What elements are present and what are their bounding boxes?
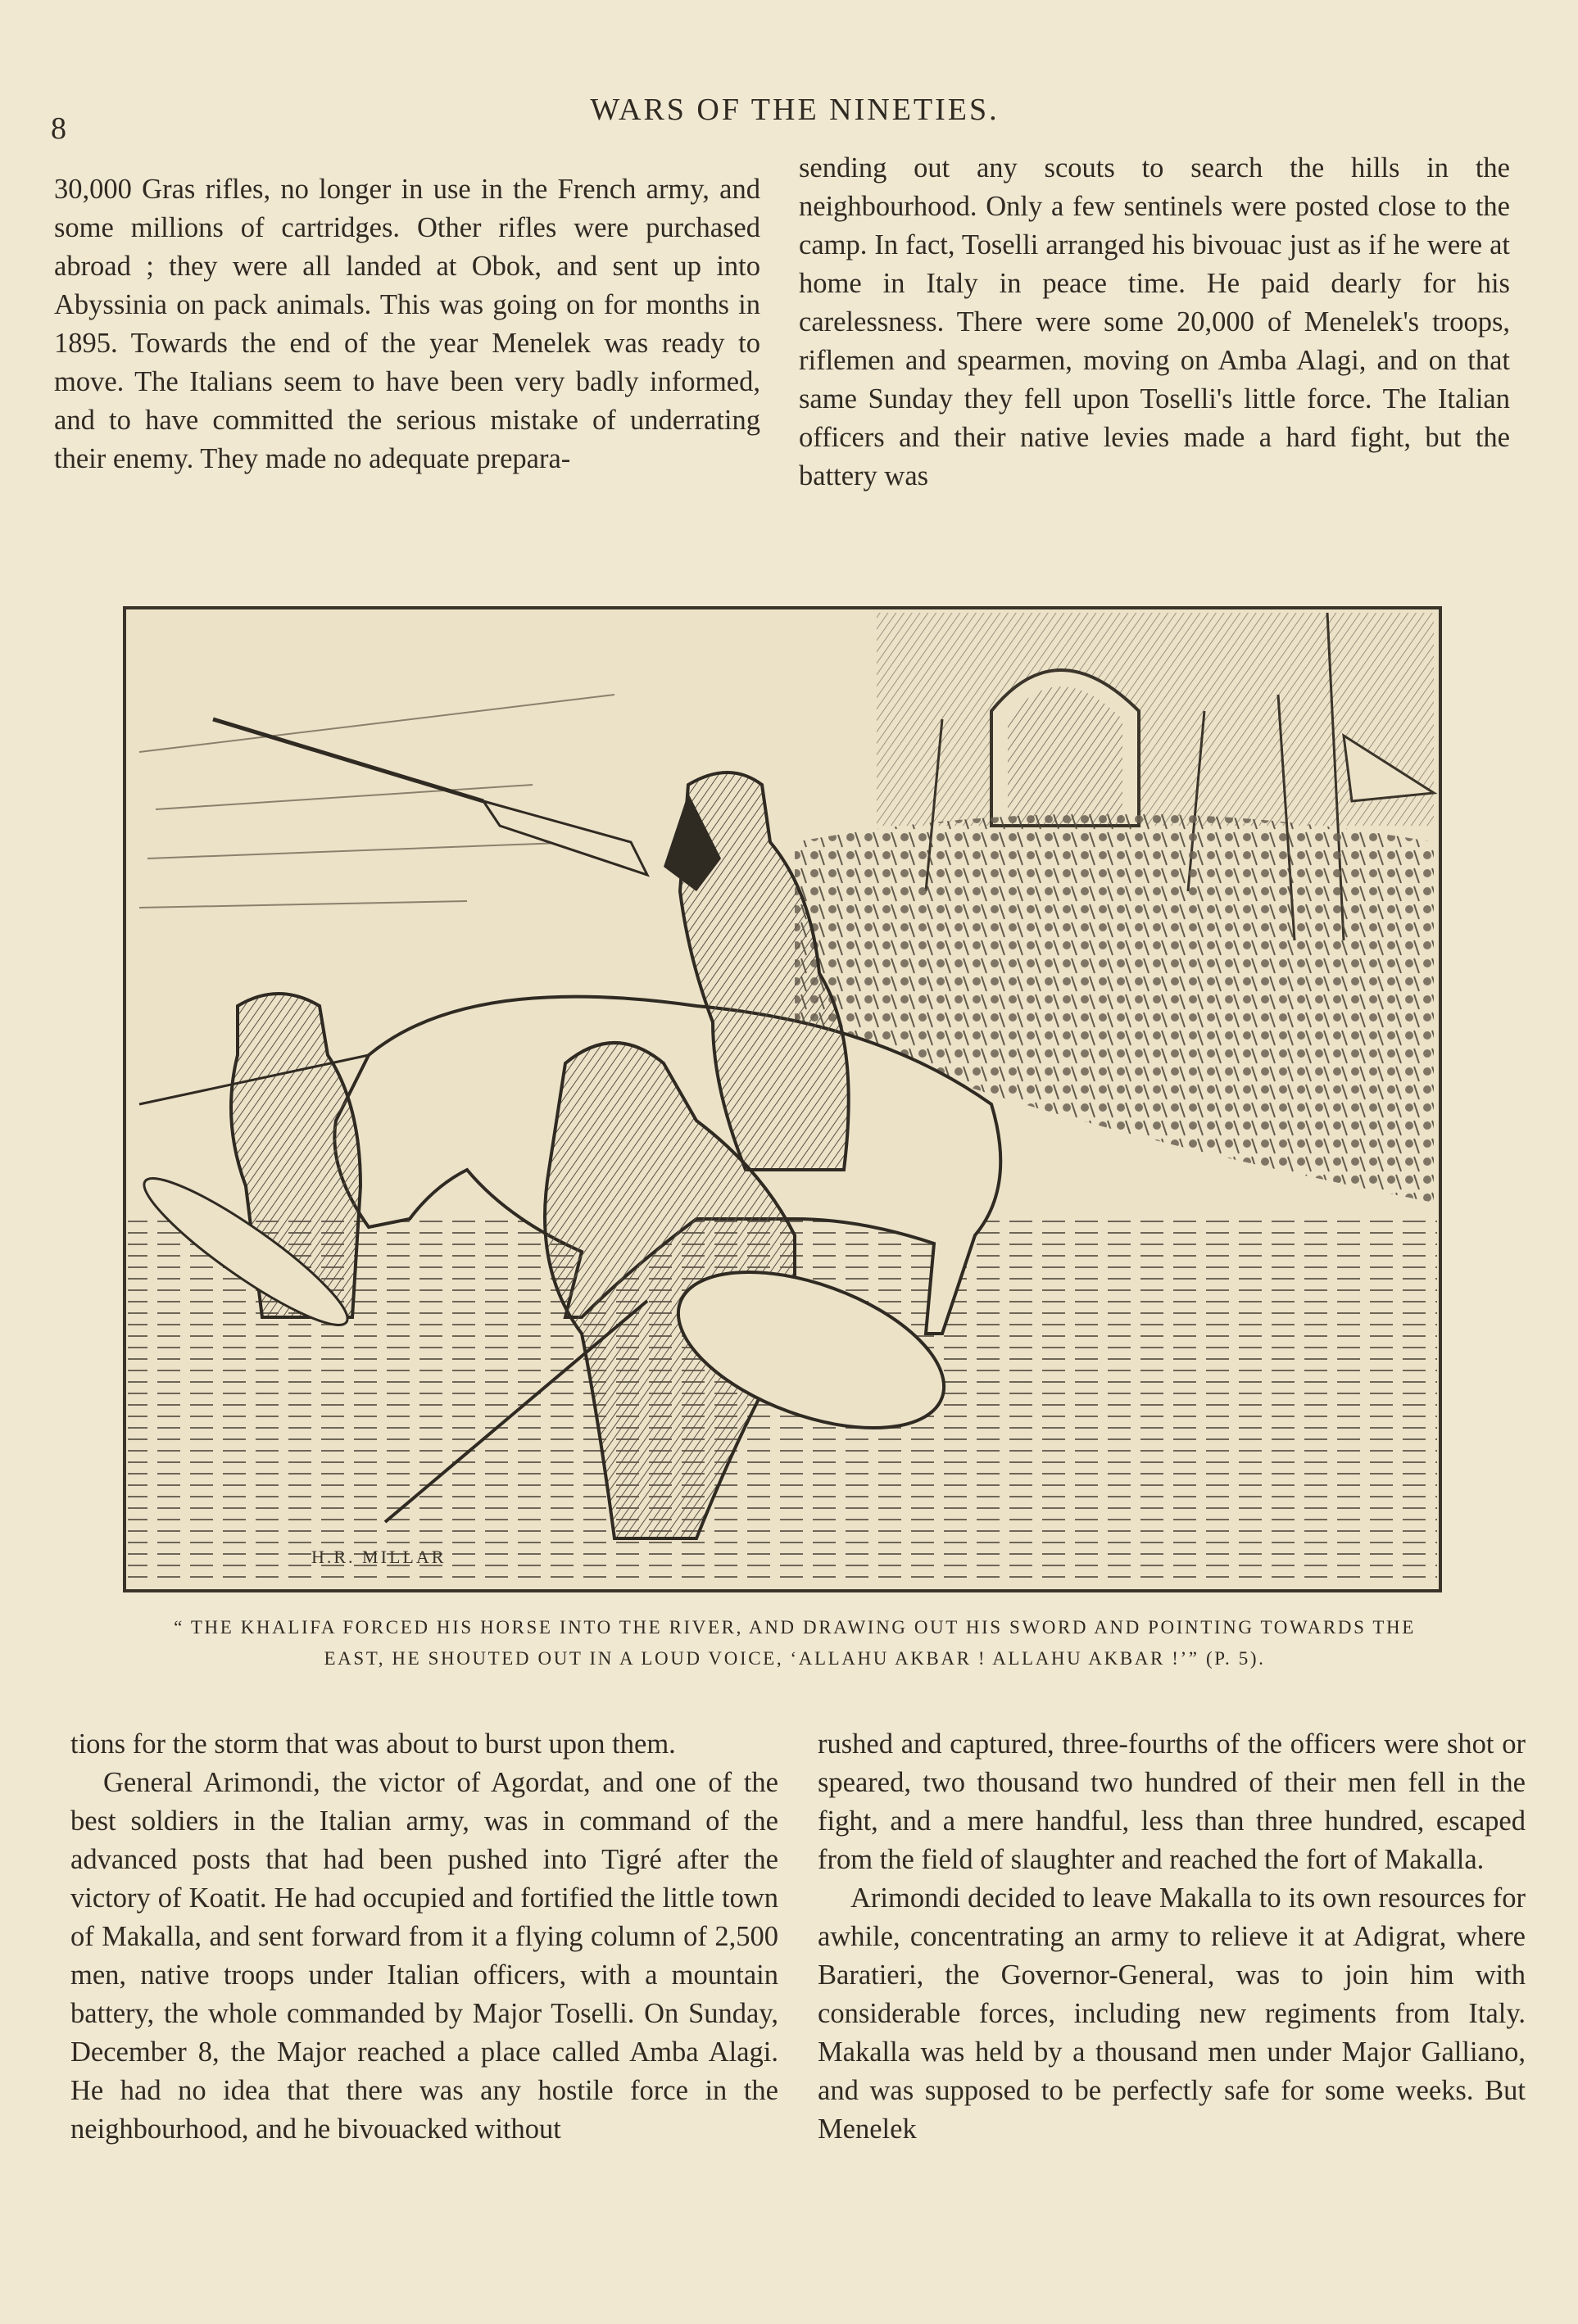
paragraph: rushed and captured, three-fourths of the officers were shot or speared, two thousand two hundred of their men fell in the fight, and a mere handful, less than three hundred, escaped from the field of slaughter and reached the fort of Makalla. [818, 1728, 1526, 1875]
paragraph: 30,000 Gras rifles, no longer in use in the French army, and some millions of cartridges. Other rifles were purchased abroad ; they were all landed at Obok, and sent up into Abyssinia on pack animals. This was going on for months in 1895. Towards the end of the year Menelek was ready to move. The Italians seem to have been very badly informed, and to have committed the serious mistake of underrating their enemy. They made no adequate prepara- [54, 174, 760, 474]
text-column-top-left [54, 170, 760, 478]
paragraph: sending out any scouts to search the hills in the neighbourhood. Only a few sentinels were posted close to the camp. In fact, Toselli arranged his bivouac just as if he were at home in Italy in peace time. He paid dearly for his carelessness. There were some 20,000 of Menelek's troops, riflemen and spearmen, moving on Amba Alagi, and on that same Sunday they fell upon Toselli's little force. The Italian officers and their native levies made a hard fight, but the battery was [799, 152, 1510, 492]
artist-signature: H.R. MILLAR [311, 1547, 447, 1567]
engraving-illustration [123, 596, 1444, 1594]
text-column-bottom-left [70, 1725, 778, 2149]
caption-line-2: EAST, HE SHOUTED OUT IN A LOUD VOICE, ‘ALLAHU AKBAR ! ALLAHU AKBAR !’” (P. 5). [324, 1648, 1266, 1669]
paragraph: tions for the storm that was about to burst upon them. [70, 1728, 676, 1760]
text-column-bottom-right [818, 1725, 1526, 2149]
text-column-top-right [799, 149, 1510, 496]
illustration-caption [66, 1612, 1524, 1674]
running-title: WARS OF THE NINETIES. [590, 93, 1000, 127]
page-number: 8 [51, 111, 67, 146]
paragraph: General Arimondi, the victor of Agordat, and one of the best soldiers in the Italian army, was in command of the advanced posts that had been pushed into Tigré after the victory of Koatit. He had occupied and fortified the little town of Makalla, and sent forward from it a flying column of 2,500 men, native troops under Italian officers, with a mountain battery, the whole commanded by Major Toselli. On Sunday, December 8, the Major reached a place called Amba Alagi. He had no idea that there was any hostile force in the neighbourhood, and he bivouacked without [70, 1767, 778, 2145]
paragraph: Arimondi decided to leave Makalla to its own resources for awhile, concentrating an army to relieve it at Adigrat, where Baratieri, the Governor-General, was to join him with considerable forces, including new regiments from Italy. Makalla was held by a thousand men under Major Galliano, and was supposed to be perfectly safe for some weeks. But Menelek [818, 1882, 1526, 2145]
caption-line-1: “ THE KHALIFA FORCED HIS HORSE INTO THE RIVER, AND DRAWING OUT HIS SWORD AND POINTING TOWARDS THE [174, 1617, 1416, 1638]
